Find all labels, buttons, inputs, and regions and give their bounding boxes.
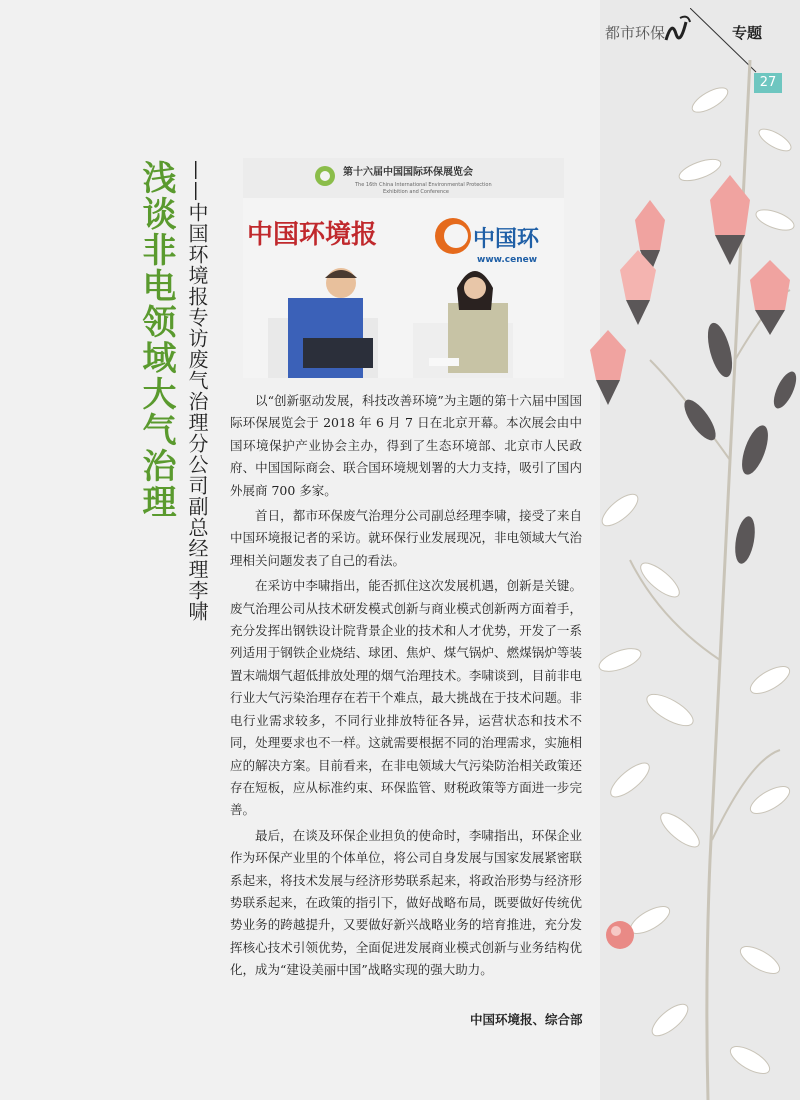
byline: 中国环境报、综合部 — [470, 1012, 583, 1027]
logo-left-text: 中国环境报 — [247, 220, 378, 250]
flower-icon — [590, 330, 626, 405]
logo-right-text: 中国环 — [473, 226, 540, 252]
paragraph: 以“创新驱动发展，科技改善环境”为主题的第十六届中国国际环保展览会于 2018 年 6 月 7 日在北京开幕。本次展会由中国环境保护产业协会主办，得到了生态环境部、北京市人民政府、中国国际商会、联合国环境规划署的大力支持，吸引了国内外展商 700 多家。 — [230, 393, 582, 498]
section-label: 专题 — [732, 24, 763, 42]
banner-english-1: The 16th China International Environmental Protection — [355, 182, 492, 188]
banner-chinese: 第十六届中国国际环保展览会 — [343, 167, 473, 178]
paragraph: 最后，在谈及环保企业担负的使命时，李啸指出，环保企业作为环保产业里的个体单位，将公司自身发展与国家发展紧密联系起来，将技术发展与经济形势联系起来，将政治形势与经济形势联系起来，在政策的指引下，做好战略布局，既要做好传统优势业务的跨越提升，又要做好新兴战略业务的培育推进，充分发挥核心技术引领优势，全面促进发展商业模式创新与业务结构优化，成为“建设美丽中国”战略实现的强大助力。 — [230, 827, 582, 978]
page-number: 27 — [754, 73, 782, 93]
botanical-illustration — [590, 60, 800, 1100]
logo-url: www.cenew — [477, 255, 538, 265]
paragraph: 在采访中李啸指出，能否抓住这次发展机遇，创新是关键。废气治理公司从技术研发模式创新与商业模式创新两方面着手，充分发挥出钢铁设计院背景企业的技术和人才优势，开发了一系列适用于钢铁企业烧结、球团、焦炉、煤气锅炉、燃煤锅炉等装置末端烟气超低排放处理的烟气治理技术。李啸谈到，目前非电行业大气污染治理存在若干个难点，最大挑战在于技术问题。非电行业需求较多，不同行业排放特征各异，运营状态和技术不同，处理要求也不一样。这就需要根据不同的治理需求，实施相应的解决方案。目前看来，在非电领域大气污染防治相关政策还存在短板，应从标准约束、环保监管、财税政策等方面进一步完善。 — [230, 578, 582, 818]
article-body — [230, 390, 582, 985]
magazine-name: 都市环保 — [605, 24, 666, 42]
article-title: 浅谈非电领域大气治理 — [136, 160, 176, 520]
interview-photo — [243, 158, 564, 378]
paragraph: 首日，都市环保废气治理分公司副总经理李啸，接受了来自中国环境报记者的采访。就环保行业发展现况，非电领域大气治理相关问题发表了自己的看法。 — [230, 508, 582, 568]
flower-icon — [750, 260, 790, 335]
magazine-logo-icon — [660, 10, 694, 50]
banner-english-2: Exhibition and Conference — [383, 189, 449, 195]
article-subtitle: ——中国环境报专访废气治理分公司副总经理李啸 — [185, 160, 209, 622]
